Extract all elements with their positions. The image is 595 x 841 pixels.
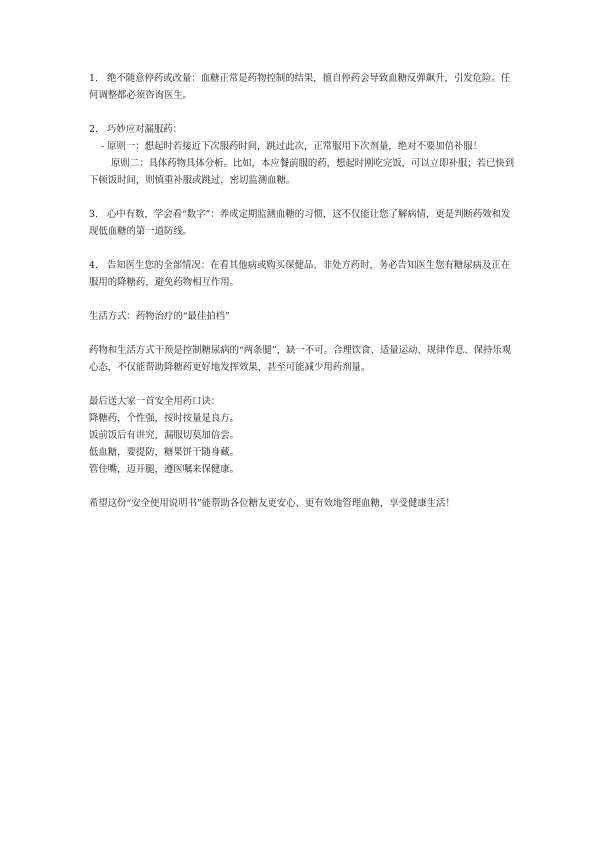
list-item-3: [89, 206, 519, 240]
list-item-2: [89, 121, 519, 189]
poem-line: 管住嘴，迈开腿，遵医嘱来保健康。: [89, 464, 240, 475]
poem-intro: 最后送大家一首安全用药口诀：: [89, 396, 221, 407]
list-item-2-lead: [89, 121, 519, 138]
document-body: [89, 70, 519, 529]
list-item-1: [89, 70, 519, 104]
list-item-text: 告知医生您的全部情况：在看其他病或购买保健品、非处方药时，务必告知医生您有糖尿病及正在服用的降糖药，避免药物相互作用。: [89, 260, 511, 288]
closing-paragraph: 希望这份“安全使用说明书”能帮助各位糖友更安心、更有效地管理血糖，享受健康生活！: [89, 498, 455, 509]
list-item-text: 绝不随意停药或改量：血糖正常是药物控制的结果，擅自停药会导致血糖反弹飙升，引发危险。任何调整都必须咨询医生。: [89, 73, 511, 101]
rule-two-text: 原则二：具体药物具体分析。比如，本应餐前服的药，想起时刚吃完饭，可以立即补服；若已快到下顿饭时间，则慎重补服或跳过，密切监测血糖。: [89, 158, 515, 186]
poem-block: [89, 393, 519, 478]
section-heading: 生活方式：药物治疗的“最佳拍档”: [89, 311, 230, 322]
list-number: 2.: [89, 124, 98, 135]
poem-line: 饭前饭后有讲究，漏服切莫加倍尝。: [89, 430, 240, 441]
lifestyle-paragraph: 药物和生活方式干预是控制糖尿病的“两条腿”，缺一不可。合理饮食、适量运动、规律作息、保持乐观心态，不仅能帮助降糖药更好地发挥效果，甚至可能减少用药剂量。: [89, 345, 512, 373]
list-number: 1.: [89, 73, 98, 84]
list-number: 3.: [89, 209, 98, 220]
list-number: 4.: [89, 260, 98, 271]
list-item-text: 心中有数，学会看“数字”：养成定期监测血糖的习惯，这不仅能让您了解病情，更是判断药效和发现低血糖的第一道防线。: [89, 209, 511, 237]
poem-line: 降糖药，个性强，按时按量是良方。: [89, 413, 240, 424]
list-item-text: 巧妙应对漏服药：: [107, 124, 183, 135]
poem-line: 低血糖，要提防，糖果饼干随身藏。: [89, 447, 240, 458]
list-item-4: [89, 257, 519, 291]
rule-one-text: - 原则一：想起时若接近下次服药时间，跳过此次，正常服用下次剂量，绝对不要加倍补服！: [101, 141, 483, 152]
